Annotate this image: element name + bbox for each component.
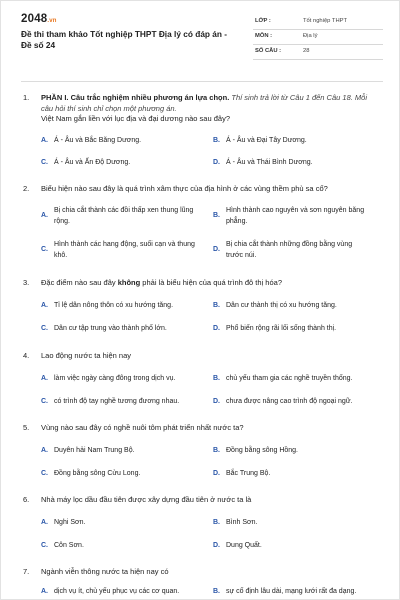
option-letter: D.: [213, 542, 220, 549]
logo-suffix: .vn: [47, 18, 57, 24]
question-number: 6.: [23, 495, 30, 504]
site-logo[interactable]: [21, 13, 57, 25]
part-heading: PHẦN I. Câu trắc nghiệm nhiều phương án lựa chọn.: [41, 93, 230, 102]
option-letter: A.: [41, 447, 48, 454]
meta-row-subject: [253, 30, 383, 45]
option-letter: A.: [41, 212, 48, 219]
option-letter: B.: [213, 137, 220, 144]
option-letter: C.: [41, 325, 48, 332]
question-number: 5.: [23, 423, 30, 432]
question-text: Nhà máy lọc dầu đầu tiên được xây dựng đầu tiên ở nước ta là: [41, 495, 252, 504]
option-letter: B.: [213, 447, 220, 454]
document-header: [21, 13, 383, 75]
question-number: 3.: [23, 278, 30, 287]
option-text: Á - Âu và Ấn Độ Dương.: [54, 159, 131, 166]
question-text: Việt Nam gắn liền với lục địa và đại dương nào sau đây?: [41, 114, 230, 123]
part-intro: [41, 93, 381, 114]
option-text: Á - Âu và Đại Tây Dương.: [226, 137, 307, 144]
option-letter: C.: [41, 470, 48, 477]
option-text: làm việc ngày càng đông trong dịch vụ.: [54, 375, 176, 382]
option-letter: B.: [213, 302, 220, 309]
question-text: [41, 278, 381, 289]
option-letter: D.: [213, 159, 220, 166]
option-text: Dân cư tập trung vào thành phố lớn.: [54, 325, 167, 332]
meta-key: LỚP :: [255, 18, 271, 24]
option-text: Côn Sơn.: [54, 542, 84, 549]
meta-key: MÔN :: [255, 33, 273, 39]
option-letter: A.: [41, 519, 48, 526]
question-text: Ngành viễn thông nước ta hiện nay có: [41, 567, 169, 576]
question-text: Lao động nước ta hiện nay: [41, 351, 132, 360]
question-text-start: Đặc điểm nào sau đây: [41, 278, 118, 287]
option-text: Dung Quất.: [226, 542, 262, 549]
option-text: chủ yếu tham gia các nghề truyền thống.: [226, 375, 353, 382]
option-letter: B.: [213, 519, 220, 526]
option-text: Phổ biến rộng rãi lối sống thành thị.: [226, 325, 337, 332]
option-letter: D.: [213, 325, 220, 332]
option-letter: A.: [41, 588, 48, 595]
option-letter: B.: [213, 588, 220, 595]
option-letter: C.: [41, 159, 48, 166]
option-letter: A.: [41, 137, 48, 144]
logo-text: 2048: [21, 13, 48, 25]
part-instruction: Thí sinh trả lời từ Câu 1 đến Câu 18. Mỗi câu hỏi thí sinh chỉ chọn một phương án.: [41, 93, 367, 113]
question-text-emphasis: không: [117, 278, 141, 287]
option-text: Hình thành các hang động, suối cạn và thung khô.: [54, 241, 195, 259]
option-text: Dân cư thành thị có xu hướng tăng.: [226, 302, 337, 309]
option-letter: D.: [213, 398, 220, 405]
question-text: Biểu hiện nào sau đây là quá trình xâm thực của địa hình ở các vùng thềm phù sa cổ?: [41, 184, 328, 193]
question-number: 7.: [23, 567, 30, 576]
meta-row-class: [253, 15, 383, 30]
question-text: Vùng nào sau đây có nghề nuôi tôm phát triển nhất nước ta?: [41, 423, 244, 432]
option-text: chưa được nâng cao trình độ ngoại ngữ.: [226, 398, 353, 405]
option-text: dịch vụ ít, chủ yếu phục vụ các cơ quan.: [54, 588, 180, 595]
option-text: Nghi Sơn.: [54, 519, 86, 526]
option-letter: B.: [213, 375, 220, 382]
option-letter: A.: [41, 375, 48, 382]
option-letter: C.: [41, 542, 48, 549]
question-text-end: phải là biểu hiện của quá trình đô thị hóa?: [140, 278, 282, 287]
option-letter: A.: [41, 302, 48, 309]
meta-value: 28: [303, 48, 310, 54]
option-letter: D.: [213, 246, 220, 253]
option-text: Hình thành cao nguyên và sơn nguyên băng phẳng.: [226, 207, 365, 225]
option-letter: B.: [213, 212, 220, 219]
document-title: Đề thi tham khảo Tốt nghiệp THPT Địa lý có đáp án - Đề số 24: [21, 29, 228, 50]
option-text: Duyên hải Nam Trung Bộ.: [54, 447, 135, 454]
option-text: Á - Âu và Bắc Băng Dương.: [54, 137, 142, 144]
option-letter: C.: [41, 246, 48, 253]
question-number: 2.: [23, 184, 30, 193]
meta-value: Địa lý: [303, 33, 318, 39]
meta-table: [253, 15, 383, 60]
option-text: Tỉ lệ dân nông thôn có xu hướng tăng.: [54, 302, 174, 309]
question-number: 1.: [23, 93, 30, 102]
option-text: Đồng bằng sông Hồng.: [226, 447, 298, 454]
option-letter: D.: [213, 470, 220, 477]
option-text: Bị chia cắt thành những đồng bằng vùng trước núi.: [226, 241, 353, 259]
meta-row-count: [253, 45, 383, 60]
option-text: Bị chia cắt thành các đồi thấp xen thung lũng rộng.: [54, 207, 194, 225]
meta-key: SỐ CÂU :: [255, 48, 282, 54]
option-text: Á - Âu và Thái Bình Dương.: [226, 159, 313, 166]
question-number: 4.: [23, 351, 30, 360]
meta-value: Tốt nghiệp THPT: [303, 18, 348, 24]
option-text: có trình độ tay nghề tương đương nhau.: [54, 398, 180, 405]
option-text: sự cố định lâu dài, mạng lưới rất đa dạng.: [226, 588, 357, 595]
option-letter: C.: [41, 398, 48, 405]
option-text: Bắc Trung Bộ.: [226, 470, 271, 477]
option-text: Bình Sơn.: [226, 519, 258, 526]
option-text: Đồng bằng sông Cửu Long.: [54, 470, 141, 477]
header-divider: [21, 81, 383, 82]
